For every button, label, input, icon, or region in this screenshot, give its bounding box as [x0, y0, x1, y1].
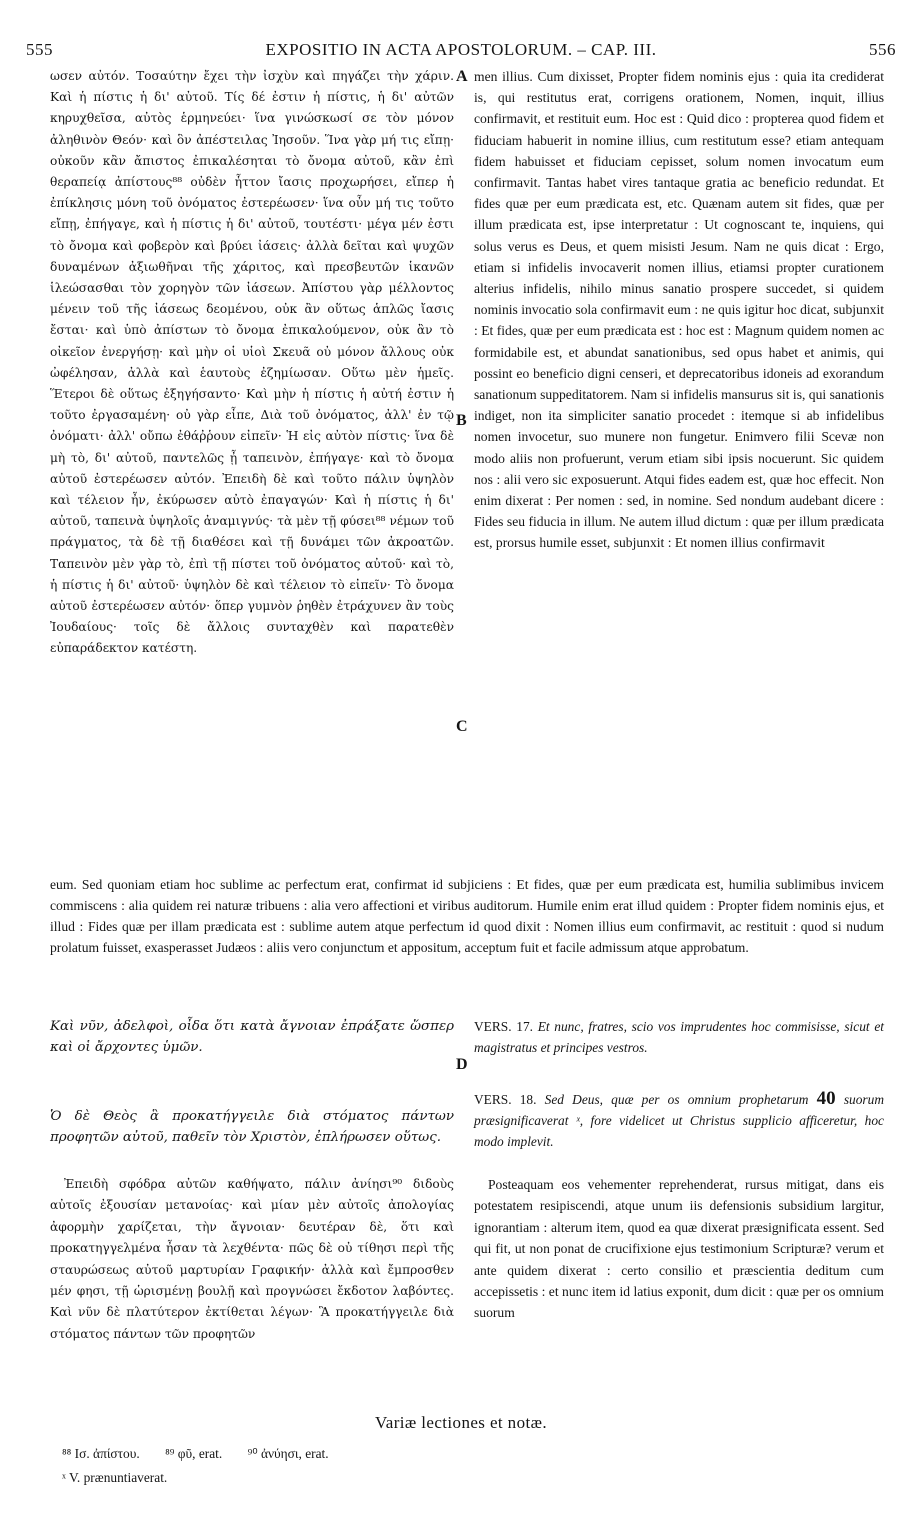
- greek-text-main: ωσεν αὐτόν. Τοσαύτην ἔχει τὴν ἰσχὺν καὶ πηγάζει τὴν χάριν. Καὶ ἡ πίστις ἡ δι' αὐτοῦ. Τίς δέ ἐστιν ἡ πίστις, ἡ δι' αὐτῶν κηρυχθεῖσα, αὐτὸς ἑρμηνεύει· ἵνα γινώσκωσί σε τὸν μόνον ἀληθινὸν Θεόν· καὶ ὃν ἀπέστειλας Ἰησοῦν. Ἵνα γὰρ μή τις εἴπῃ· οὐκοῦν κἂν ἄπιστος ἐπικαλέσηται τὸ ὄνομα αὐτοῦ, κἂν ἐπὶ θεραπείᾳ ἀπίστους⁸⁸ οὐδὲν ἧττον ἴασις προχωρήσει, εἴπερ ἡ ἐπίκλησις μόνη τοῦ ὀνόματος ἐστερέωσεν· ἵνα οὖν μή τις τοῦτο εἴπῃ, ἐπήγαγε, καὶ ἡ πίστις ἡ δι' αὐτοῦ, τουτέστι· μέγα μέν ἐστι τὸ ὄνομα καὶ φοβερὸν καὶ βρύει ἰάσεις· ἀλλὰ δεῖται καὶ ψυχῶν δυναμένων ἀξιωθῆναι τῆς χάριτος, καὶ πρεσβευτῶν ἱκανῶν ἱλεώσασθαι τὸν χορηγὸν τῶν ἰάσεων. Ἀπίστου γὰρ μέλλοντος μένειν τοῦ τῆς ἰάσεως δεομένου, οὐκ ἂν οὕτως ἁπλῶς ἴασις ἔσται· καὶ ὑπὸ ἀπίστων τὸ ὄνομα ἐπικαλούμενον, οὐκ ἂν τὸ οἰκεῖον ἐνεργήσῃ· καὶ μὴν οἱ υἱοὶ Σκευᾶ οὐ μόνον ἄλλους οὐκ ὠφέλησαν, ἀλλὰ καὶ ἑαυτοὺς ἐζημίωσαν. Οὕτω μὲν ἡμεῖς. Ἕτεροι δὲ οὕτως ἐξηγήσαντο· Καὶ μὴν ἡ πίστις ἡ αὐτή ἐστιν ἡ τοῦτο ἐργασαμένη· οὐ γὰρ εἶπε, Διὰ τοῦ ὀνόματος, ἀλλ' ἐν τῷ ὀνόματι· ἀλλ' οὔπω ἐθάῤῥουν εἰπεῖν· Ἡ εἰς αὐτὸν πίστις· ἵνα δὲ μὴ τὸ, δι' αὐτοῦ, παντελῶς ᾖ ταπεινὸν, ἐπήγαγε· καὶ τὸ ὄνομα αὐτοῦ ἐστερέωσεν αὐτόν. Ἐπειδὴ δὲ καὶ τοῦτο πάλιν ὑψηλὸν καὶ τέλειον ἦν, ἐκύρωσεν αὐτὸ ἐπαγαγών· Καὶ ἡ πίστις ἡ δι' αὐτοῦ, ταπεινὰ ὑψηλοῖς ἀναμιγνύς· τὰ μὲν τῇ φύσει⁸⁸ νέμων τοῦ πράγματος, τὰ δὲ τῇ διαθέσει καὶ τῇ δυνάμει τῶν ἀκροατῶν. Ταπεινὸν μὲν γὰρ τὸ, ἐπὶ τῇ πίστει τοῦ ὀνόματος αὐτοῦ· καὶ τὸ, ἡ πίστις ἡ δι' αὐτοῦ· ὑψηλὸν δὲ καὶ τέλειον τὸ εἰπεῖν· Τὸ ὄνομα αὐτοῦ ἐστερέωσεν αὐτόν· ὅπερ γυμνὸν ῥηθὲν ἐτράχυνεν ἂν τοὺς Ἰουδαίους· τοῖς δὲ ἄλλοις συνταχθὲν καὶ παρατεθὲν εὐπαράδεκτον κατέστη.: [50, 69, 454, 656]
- greek-commentary: Ἐπειδὴ σφόδρα αὐτῶν καθήψατο, πάλιν ἀνίησι⁹⁰ διδοὺς αὐτοῖς ἐξουσίαν μετανοίας· καὶ μίαν μὲν αὐτοῖς ἀπολογίας ἀφορμὴν χαρίζεται, τὴν ἄγνοιαν· δευτέραν δὲ, ὅτι καὶ προκατηγγελμένα ἦσαν τὰ λεχθέντα· πῶς δὲ οὐ τίθησι περὶ τῆς σταυρώσεως αὐτοῦ μαρτυρίαν Γραφικήν· ἀλλὰ καὶ ἔμπροσθεν μέν φησι, τῇ ὡρισμένῃ βουλῇ καὶ προγνώσει ἔκδοτον λαβόντες. Καὶ νῦν δὲ πλατύτερον ἐκτίθεται λέγων· Ἃ προκατήγγειλε διὰ στόματος πάντων τῶν προφητῶν: [50, 1177, 454, 1341]
- margin-marker-a: A: [456, 68, 468, 85]
- notes-title: Variæ lectiones et notæ.: [374, 1413, 547, 1432]
- latin-fullwidth-block: [50, 874, 884, 1014]
- footnote-90: ⁹⁰ ἀνύησι, erat.: [247, 1446, 329, 1461]
- verse18-greek: Ὁ δὲ Θεὸς ἃ προκατήγγειλε διὰ στόματος πάντων προφητῶν αὐτοῦ, παθεῖν τὸν Χριστὸν, ἐπλήρωσεν οὕτως.: [50, 1109, 454, 1145]
- margin-marker-d: D: [456, 1056, 468, 1073]
- footnotes-line-2: [62, 1470, 189, 1486]
- footnote-89: ⁸⁹ φῦ, erat.: [165, 1446, 223, 1461]
- latin-text-full: eum. Sed quoniam etiam hoc sublime ac perfectum erat, confirmat id subjiciens : Et fides, quæ per eum prædicata est, humilia sublimibus invicem commiscens : alia quidem rei naturæ tribuens : alia vero affectioni et viribus auditorum. Humile enim erat illud quidem : Propter fidem nominis ejus, et illud : Fides quæ per illam prædicata est : sublime autem atque perfectum id quod dixit : Nomen illius eum confirmavit, ac restituit : quod si nudum prolatum fuisset, exasperasset Judæos : aliis vero conjunctum et appositum, acceptum fuit et facile admissum atque approbatum.: [50, 877, 884, 955]
- margin-marker-c: C: [456, 718, 468, 735]
- latin-column-main: [474, 66, 884, 872]
- running-title: EXPOSITIO IN ACTA APOSTOLORUM. – CAP. III.: [265, 40, 657, 59]
- verse17-latin: VERS. 17. Et nunc, fratres, scio vos imprudentes hoc commisisse, sicut et magistratus et principes vestros.: [474, 1019, 884, 1055]
- latin-text-main: men illius. Cum dixisset, Propter fidem nominis ejus : quia ita crediderat is, qui restitutus erat, corrigens orationem, Nomen, inquit, illius confirmavit, et restituit eum. Hoc est : Quid dico : propterea quod fidem et fiduciam habuerit in nomine illius, cum restitutum esse? etiam antequam fidem habuisset et fiduciam cepisset, solum nomen invocatum eum confirmavit. Tantas habet vires tantaque gratia ac beneficio redundat. Et fides quæ per eum prædicata est, etc. Quænam autem sit fides, quæ per illum prædicata est, ipse interpretatur : Ut cognoscant te, inquiens, qui solus verus es Deus, et quem misisti Jesum. Nam ne quis dicat : Ergo, etiam si infidelis invocaverit nomen illius, etiamsi propter curationem alterius infidelis, nihilo minus sanatio prospere succedet, si quidem nominis invocatio sola confirmavit eum : ne quis igitur hoc dicat, subjunxit : Et fides, quæ per eum prædicata est : hoc est : Magnum quidem nomen ac formidabile est, et abundat sanationibus, sed opus habet et animis, qui possint eo beneficio digni censeri, et deprecatoribus idoneis ad exorandum sanationum suppeditatorem. Nam si infidelis mansurus sit is, qui sanationis indiget, non ita simpliciter sanatio procedet : itemque si ab infidelibus nomen invocetur, suo munere non fungetur. Enimvero filii Scevæ non modo aliis non profuerunt, verum etiam sibi ipsis nocuerunt. Sic quidem nos : alii vero sic exposuerunt. Atqui fides eadem est, quæ hoc effecit. Non enim dixerat : Per nomen : sed, in nomine. Sed nondum audebant dicere : Fides seu fiducia in illum. Ne autem illud dictum : quæ per illum prædicata est, prorsus humile esset, subjunxit : Et nomen illius confirmavit: [474, 69, 884, 551]
- footnotes-line-1: [62, 1446, 351, 1462]
- page-number-right: 556: [869, 40, 896, 59]
- column-number: 40: [816, 1088, 836, 1109]
- footnote-x: ˣ V. prænuntiaverat.: [62, 1470, 168, 1485]
- verse18-latin: VERS. 18. Sed Deus, quæ per os omnium prophetarum 40 suorum præsignificaverat ˣ, fore videlicet ut Christus supplicio afficeretur, hoc modo implevit.: [474, 1088, 884, 1149]
- verse17-greek: Καὶ νῦν, ἀδελφοὶ, οἶδα ὅτι κατὰ ἄγνοιαν ἐπράξατε ὥσπερ καὶ οἱ ἄρχοντες ὑμῶν.: [50, 1019, 454, 1055]
- footnote-88: ⁸⁸ Ισ. ἀπίστου.: [62, 1446, 140, 1461]
- running-header: [26, 40, 896, 64]
- greek-column-main: [50, 66, 454, 872]
- latin-commentary: Posteaquam eos vehementer reprehenderat, rursus mitigat, dans eis potestatem resipiscendi, atque unum iis defensionis subsidium largitur, ignorantiam : alterum item, quod ea quæ dixerat præsignificata essent. Sed qui fit, ut non ponat de crucifixione ejus testimonium Scripturæ? verum et ante quidem dixerat : certo consilio et præscientia deditum cum accepissetis : et nunc item id latius exponit, dum dicit : quæ per os omnium suorum: [474, 1177, 884, 1321]
- page-number-left: 555: [26, 40, 53, 59]
- margin-marker-b: B: [456, 412, 467, 429]
